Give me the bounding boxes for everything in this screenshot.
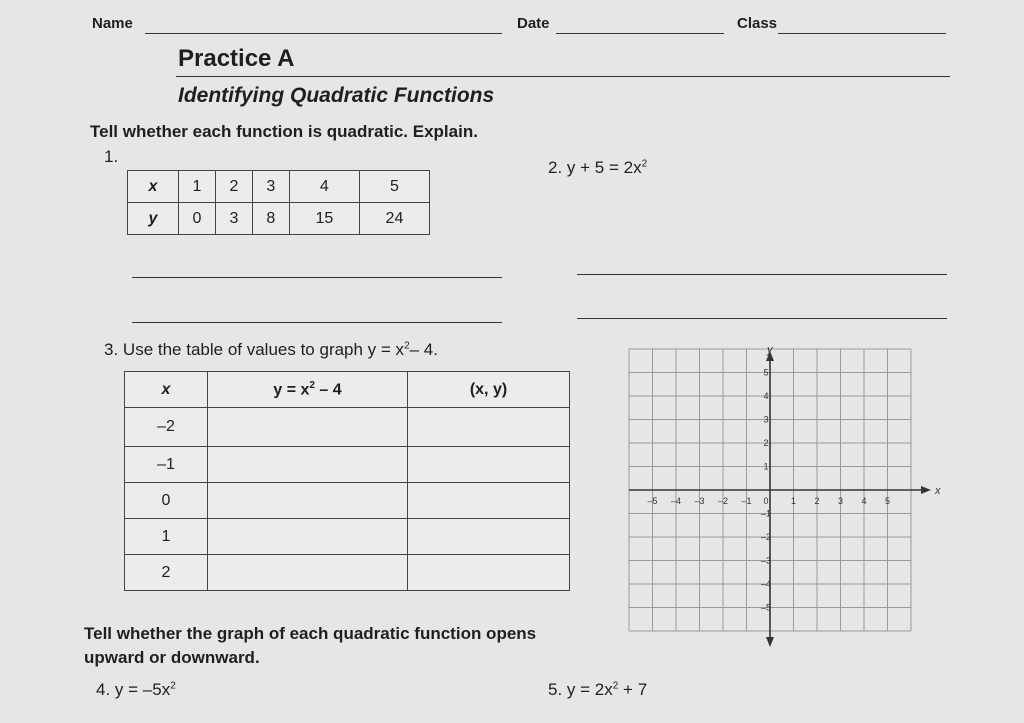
title-rule [176, 76, 950, 77]
y-tick-label: 2 [763, 438, 769, 448]
y-value: 3 [215, 203, 252, 235]
origin-label: 0 [763, 496, 769, 506]
answer-line-1b[interactable] [132, 322, 502, 323]
x-tick-label: –5 [647, 496, 658, 506]
y-value: 24 [359, 203, 429, 235]
xy-cell[interactable] [408, 447, 570, 483]
date-label: Date [517, 15, 550, 32]
y-value: 15 [289, 203, 359, 235]
x-tick-label: –4 [670, 496, 682, 506]
x-value: 5 [359, 171, 429, 203]
exponent: 2 [404, 340, 410, 352]
x-tick-label: 4 [861, 496, 867, 506]
problem-4 [96, 680, 176, 700]
problem-5-equation-end: + 7 [618, 680, 648, 699]
x-header: x [128, 171, 179, 203]
answer-line-2b[interactable] [577, 318, 947, 319]
xy-cell[interactable] [408, 519, 570, 555]
coordinate-grid[interactable] [640, 335, 941, 630]
y-tick-label: –3 [760, 555, 772, 566]
problem-4-number: 4. [96, 680, 111, 699]
xy-cell[interactable] [408, 555, 570, 591]
fx-cell[interactable] [208, 408, 408, 447]
x-value: 2 [215, 171, 252, 203]
problem-1-number: 1. [104, 147, 119, 166]
problem-3-number: 3. [104, 340, 119, 359]
name-label: Name [92, 15, 133, 32]
x-value: 3 [252, 171, 289, 203]
problem-5-number: 5. [548, 680, 563, 699]
y-axis-arrow-down [766, 637, 774, 647]
problem-3 [104, 340, 438, 360]
xy-cell[interactable] [408, 408, 570, 447]
exponent: 2 [641, 158, 648, 170]
y-tick-label: –4 [760, 579, 772, 589]
col-xy-header: (x, y) [408, 372, 570, 408]
exponent: 2 [170, 680, 176, 692]
date-field[interactable] [556, 33, 724, 34]
y-tick-label: 4 [763, 391, 769, 401]
fx-cell[interactable] [208, 555, 408, 591]
y-tick-label: –2 [760, 532, 772, 542]
name-field[interactable] [145, 33, 502, 34]
problem-2 [548, 158, 647, 178]
row-x-value: 1 [125, 519, 208, 555]
y-header: y [128, 203, 179, 235]
row-x-value: 2 [125, 555, 208, 591]
instruction-opens-line-1: Tell whether the graph of each quadratic function opens [84, 624, 537, 643]
problem-4-equation: y = –5x [114, 680, 171, 699]
x-tick-label: –2 [717, 496, 729, 506]
class-label: Class [737, 15, 778, 32]
problem-5-equation: y = 2x [566, 680, 613, 699]
x-tick-label: –1 [741, 496, 752, 506]
answer-line-1a[interactable] [132, 277, 502, 278]
row-x-value: 0 [125, 483, 208, 519]
x-tick-label: 3 [837, 496, 844, 506]
answer-line-2a[interactable] [577, 274, 947, 275]
problem-1-table [127, 170, 430, 235]
x-tick-label: 1 [790, 496, 797, 506]
fx-cell[interactable] [208, 519, 408, 555]
col-fx-header: $y = x^2 - 4$ [208, 372, 408, 408]
page-title: Practice A [178, 45, 295, 72]
y-tick-label: 3 [763, 414, 769, 425]
problem-3-text: Use the table of values to graph y = x [122, 340, 405, 359]
x-axis-label: x [935, 485, 941, 497]
row-x-value: –1 [125, 447, 208, 483]
problem-3-table [124, 371, 570, 591]
x-axis-arrow [921, 486, 931, 494]
problem-2-equation: y + 5 = 2x [566, 158, 642, 177]
y-value: 0 [179, 203, 216, 235]
problem-5 [548, 680, 647, 700]
x-value: 4 [289, 171, 359, 203]
fx-cell[interactable] [208, 483, 408, 519]
instruction-opens [84, 622, 536, 670]
page-subtitle: Identifying Quadratic Functions [178, 84, 495, 107]
y-tick-label: –5 [760, 602, 772, 613]
col-x-header: x [125, 372, 208, 408]
instruction-quadratic: Tell whether each function is quadratic. Explain. [90, 122, 478, 141]
problem-3-text-end: – 4. [409, 340, 438, 359]
problem-2-number: 2. [548, 158, 563, 177]
instruction-opens-line-2: upward or downward. [84, 648, 260, 667]
y-axis-label: y [767, 344, 773, 356]
tick-labels [647, 344, 941, 613]
exponent: 2 [612, 680, 619, 692]
y-tick-label: 1 [763, 461, 769, 472]
y-tick-label: –1 [760, 508, 772, 519]
x-tick-label: –3 [694, 496, 705, 506]
y-tick-label: 5 [763, 367, 769, 378]
x-tick-label: 2 [814, 496, 820, 506]
y-value: 8 [252, 203, 289, 235]
fx-cell[interactable] [208, 447, 408, 483]
row-x-value: –2 [125, 408, 208, 447]
x-value: 1 [179, 171, 216, 203]
class-field[interactable] [778, 33, 946, 34]
xy-cell[interactable] [408, 483, 570, 519]
x-tick-label: 5 [884, 496, 891, 506]
